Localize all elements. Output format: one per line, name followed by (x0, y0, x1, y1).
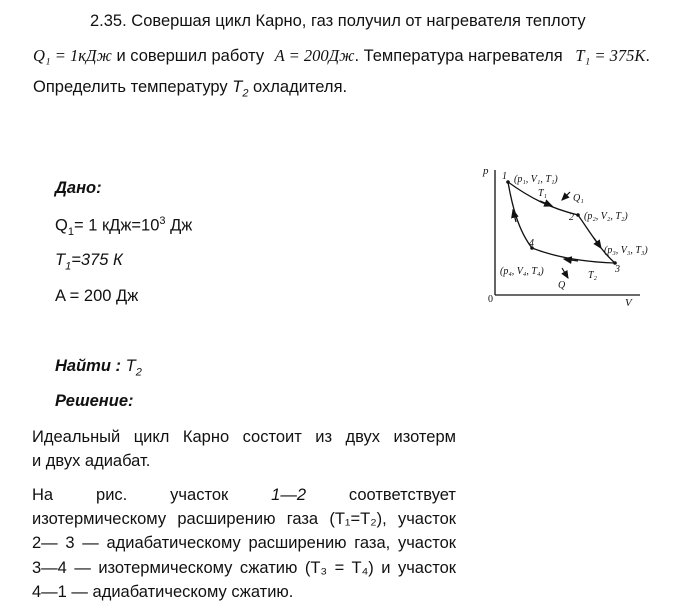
problem-text-2b: . Температура нагревателя (354, 47, 563, 65)
problem-text-2a: и совершил работу (116, 47, 265, 65)
problem-number: 2.35. (90, 12, 127, 30)
point-1-label: 1 (502, 171, 507, 182)
problem-line-2 (33, 46, 650, 66)
state-3-label: (p₃, V₃, T₃) (604, 245, 648, 256)
given-heading: Дано: (55, 179, 102, 197)
solution-p1-line2: и двух адиабат. (32, 452, 151, 470)
state-1-label: (p₁, V₁, T₁) (514, 174, 558, 185)
a-formula: A = 200Дж (274, 46, 355, 65)
find-line (55, 357, 142, 378)
solution-heading: Решение: (55, 392, 134, 410)
point-2-label: 2 (569, 212, 574, 223)
origin-label: 0 (488, 294, 493, 305)
problem-text-2c: . (645, 47, 650, 65)
q1-label: Q₁ (573, 193, 584, 204)
carnot-cycle-diagram (470, 160, 670, 310)
given-q1: $Q_1= 1$ $кДж=10^3$ Дж (55, 215, 193, 238)
solution-p2-line2: изотермическому расширению газа (T₁=T₂), участок (32, 510, 456, 528)
t2-isotherm-label: T₂ (588, 270, 598, 281)
problem-text-3b: охладителя. (253, 78, 348, 96)
t2-var: $T_2$ (232, 78, 249, 100)
q1-formula: Q₁ = 1кДж (33, 46, 112, 65)
point-2 (576, 213, 580, 217)
q-arrow (562, 268, 568, 278)
state-4-label: (p₄, V₄, T₄) (500, 266, 544, 277)
given-a: A = 200 Дж (55, 287, 139, 305)
solution-p1-line1: Идеальный цикл Карно состоит из двух изотерм (32, 428, 456, 446)
point-3-label: 3 (615, 264, 620, 275)
given-t1: $T_1=375$ К (55, 251, 123, 273)
solution-p2-line1: На рис. участок 1—2 соответствует (32, 486, 456, 504)
q1-arrow (562, 192, 570, 200)
state-2-label: (p₂, V₂, T₂) (584, 211, 628, 222)
problem-line-1 (90, 12, 586, 31)
q-label: Q (558, 280, 566, 291)
problem-line-3 (33, 78, 347, 99)
p-axis-label: p (483, 165, 489, 177)
arrow-1-2 (540, 201, 552, 206)
solution-p2-line4: 3—4 — изотермическому сжатию (T₃ = T₄) и участок (32, 559, 456, 577)
find-var: $T_2$ (125, 357, 142, 379)
point-4-label: 4 (529, 238, 534, 249)
problem-text-1: Совершая цикл Карно, газ получил от нагревателя теплоту (131, 12, 586, 30)
solution-p2-line3: 2— 3 — адиабатическому расширению газа, участок (32, 534, 456, 552)
problem-text-3: Определить температуру (33, 78, 228, 96)
t1-formula: T₁ = 375K (575, 46, 646, 65)
arrow-2-3 (594, 238, 601, 248)
find-label: Найти : (55, 357, 121, 375)
t1-isotherm-label: T₁ (538, 188, 548, 199)
solution-p2-line5: 4—1 — адиабатическому сжатию. (32, 583, 294, 601)
v-axis-label: V (625, 297, 632, 309)
